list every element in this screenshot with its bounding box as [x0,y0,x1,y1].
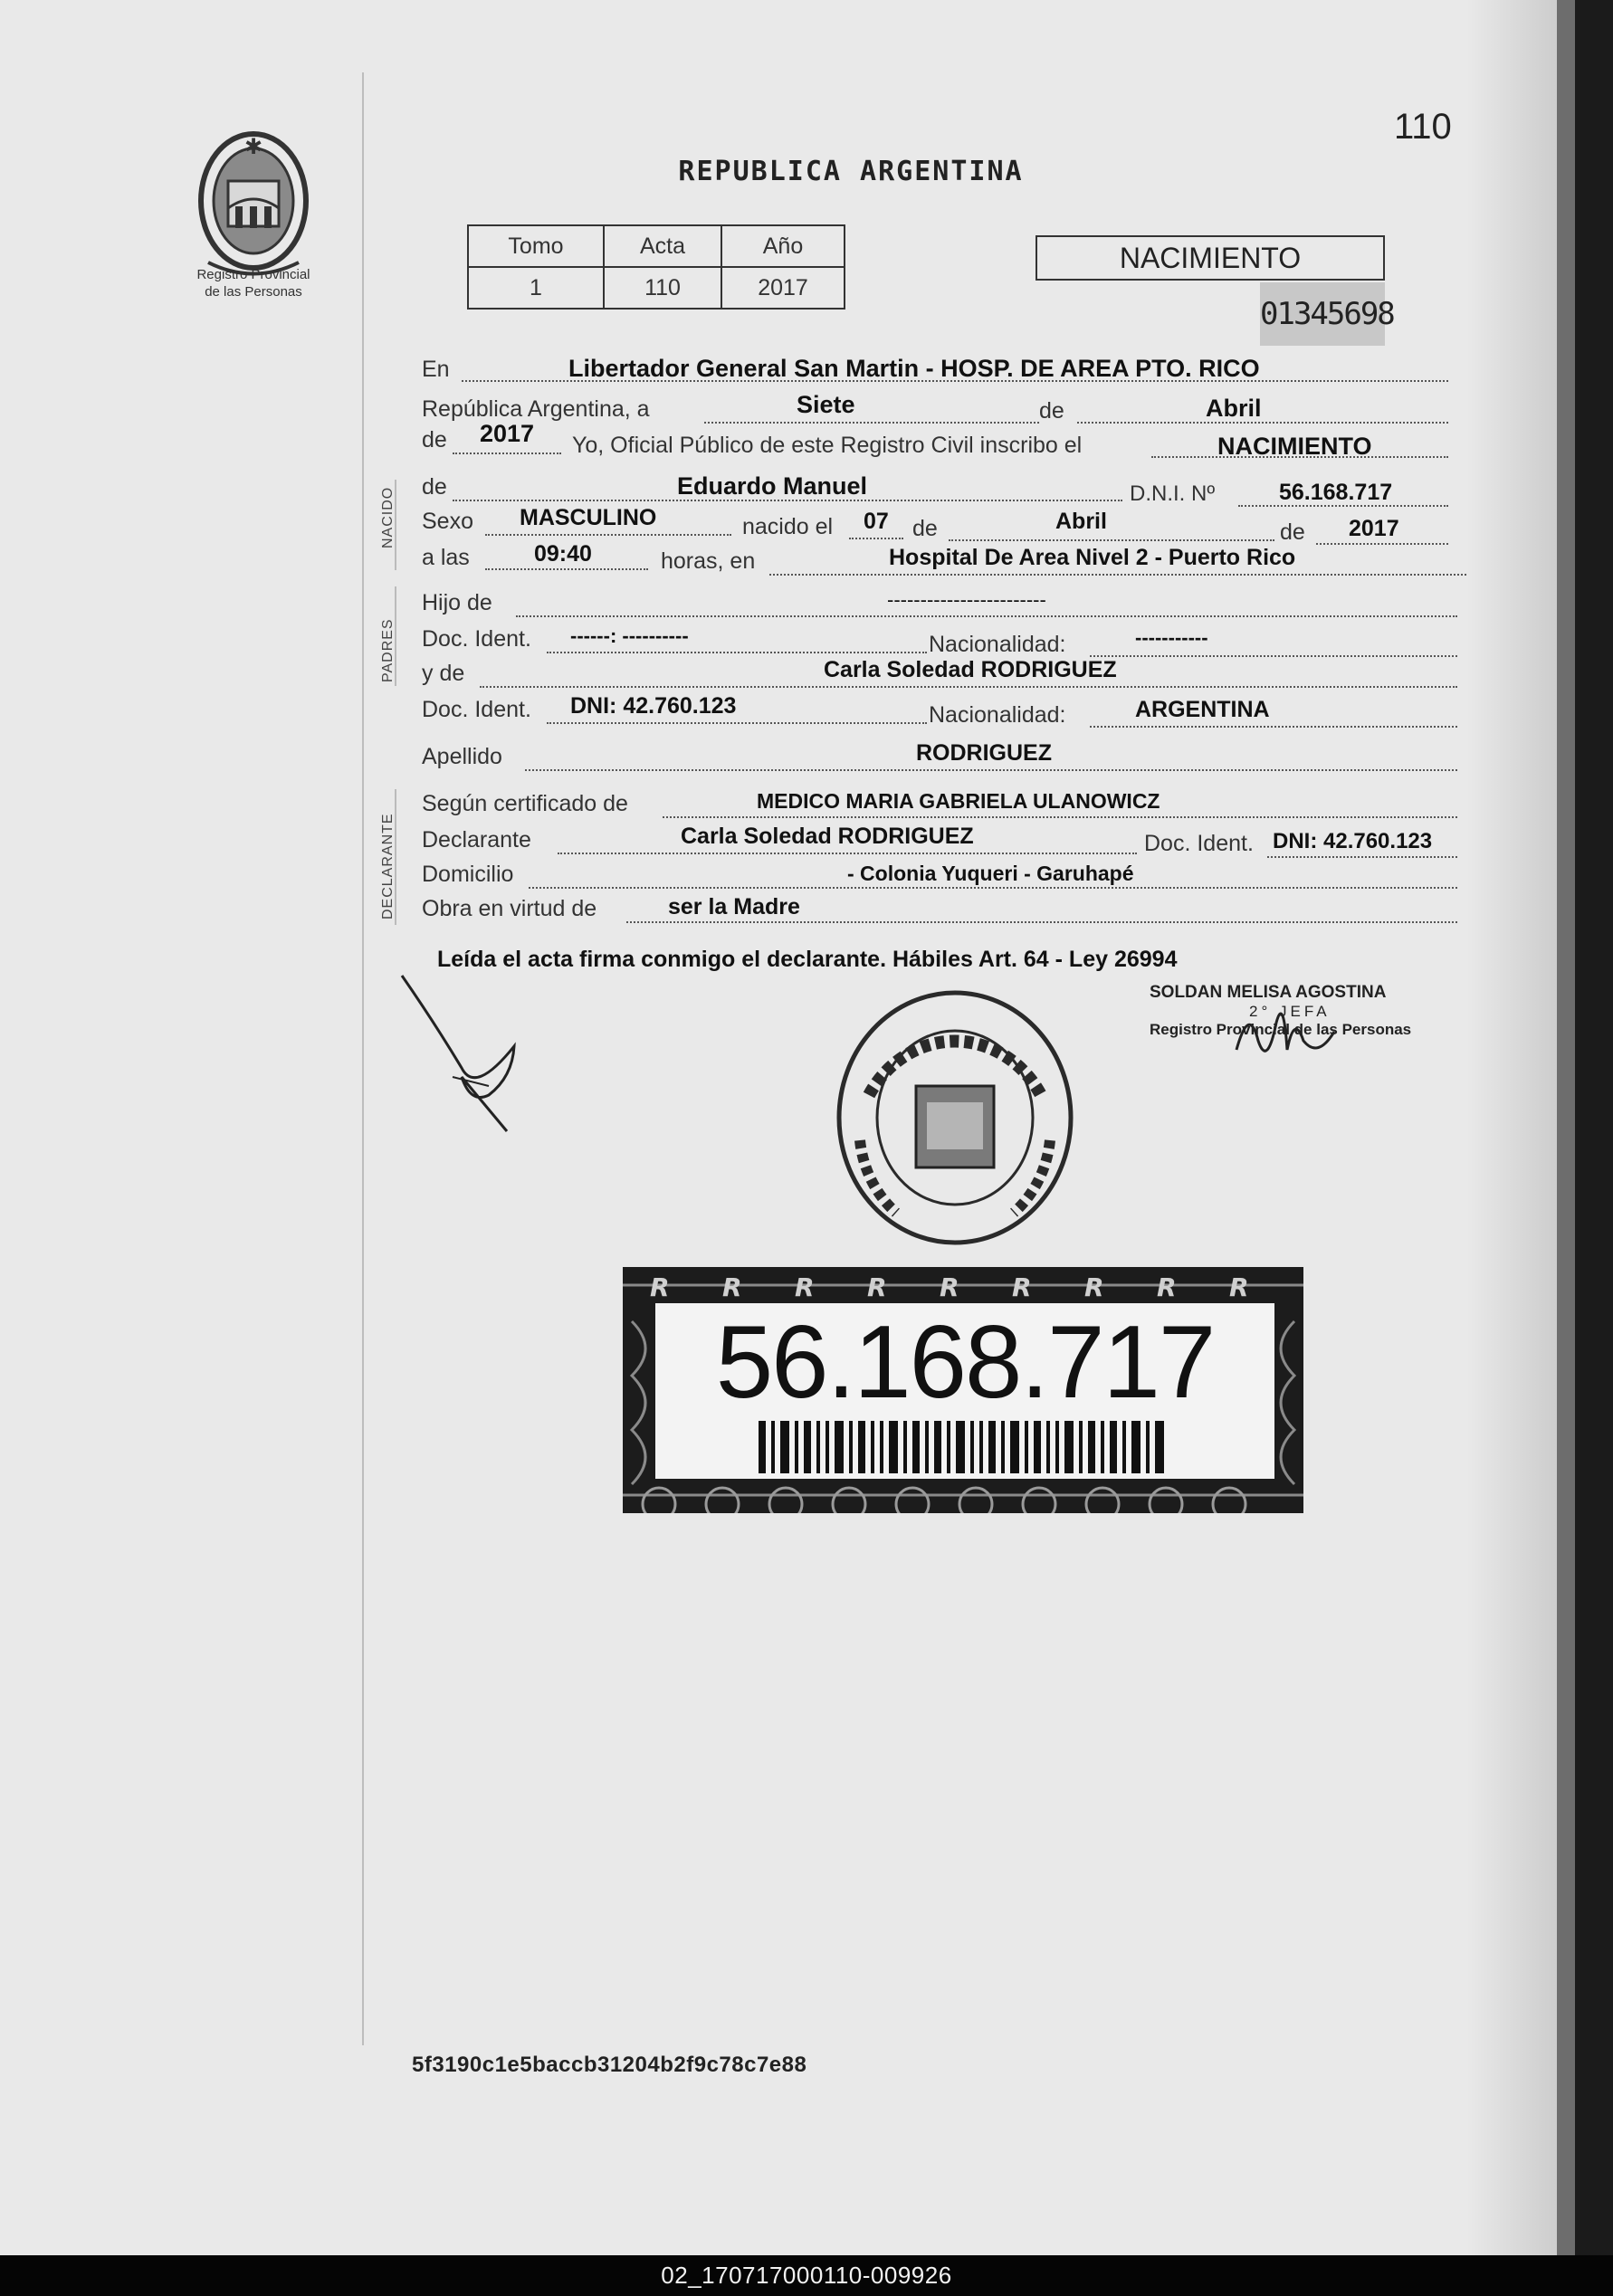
nacido-dni-label: D.N.I. Nº [1130,481,1216,506]
background-edge [1575,0,1613,2263]
republica-label: República Argentina, a [422,396,650,422]
svg-text:R: R [940,1272,959,1302]
nacido-section-label: NACIDO [380,486,396,548]
padres-section-label: PADRES [380,618,396,682]
barcode-label-inner [655,1303,1274,1479]
nacido-dni-value: 56.168.717 [1279,480,1393,505]
nac1-dotted-line [1090,655,1457,657]
closing-statement: Leída el acta firma conmigo el declarante. Hábiles Art. 64 - Ley 26994 [437,947,1178,972]
domicilio-value: - Colonia Yuqueri - Garuhapé [847,862,1134,885]
obra-value: ser la Madre [668,894,800,919]
header-tomo: Tomo [468,225,604,267]
father-value: ------------------------ [887,588,1046,611]
nacido-name-value: Eduardo Manuel [677,472,868,500]
en-label: En [422,357,450,382]
svg-text:R: R [795,1272,815,1302]
declarante-section-label: DECLARANTE [380,813,396,919]
month-value: Abril [1206,395,1262,422]
header-acta: Acta [604,225,721,267]
birth-month-dotted-line [949,539,1274,541]
page-title: REPUBLICA ARGENTINA [678,156,1024,187]
barcode-label [623,1267,1303,1513]
official-role: 2° JEFA [1249,1003,1331,1020]
year-label: de [422,427,447,453]
apellido-value: RODRIGUEZ [916,740,1052,766]
birth-month-value: Abril [1055,509,1107,534]
time-value: 09:40 [534,541,592,567]
birth-de1-label: de [912,516,938,541]
doc2-dotted-line [547,722,927,724]
serial-number: 01345698 [1260,282,1385,346]
official-office: Registro Provincial de las Personas [1150,1021,1412,1038]
sexo-dotted-line [485,534,731,536]
birth-year-value: 2017 [1349,516,1399,541]
folio-number: 110 [1394,107,1452,147]
value-acta: 110 [604,267,721,309]
father-dotted-line [516,615,1457,617]
cert-value: MEDICO MARIA GABRIELA ULANOWICZ [757,789,1160,813]
official-stamp [833,986,1077,1249]
nacido-el-label: nacido el [742,514,834,539]
declarante-doc-dotted-line [1267,856,1457,858]
svg-text:R: R [722,1272,742,1302]
official-signature [1231,996,1340,1068]
apellido-label: Apellido [422,744,502,769]
logo-caption [167,266,339,300]
de-label: de [1039,398,1064,424]
y-de-label: y de [422,661,465,686]
svg-text:R: R [650,1272,670,1302]
register-table [467,224,845,310]
doc2-label: Doc. Ident. [422,697,531,722]
register-header-row [468,225,845,267]
place-value: Hospital De Area Nivel 2 - Puerto Rico [889,545,1296,570]
sexo-value: MASCULINO [520,505,657,530]
obra-label: Obra en virtud de [422,896,597,921]
nac2-dotted-line [1090,726,1457,728]
horas-label: horas, en [661,548,756,574]
act-type-value: NACIMIENTO [1217,433,1372,460]
nac1-label: Nacionalidad: [929,632,1066,657]
province-seal-logo [181,118,326,290]
declarante-dotted-line [558,853,1137,854]
declarant-signature [398,968,534,1140]
birth-de2-label: de [1280,519,1305,545]
nac1-value: ----------- [1135,626,1208,649]
image-caption-bar [0,2255,1613,2296]
svg-text:R: R [1084,1272,1104,1302]
domicilio-dotted-line [529,887,1457,889]
mother-value: Carla Soledad RODRIGUEZ [824,657,1117,682]
image-caption: 02_170717000110-009926 [661,2262,952,2289]
birth-day-dotted-line [849,538,903,539]
svg-text:R: R [867,1272,887,1302]
sexo-label: Sexo [422,509,473,534]
birth-year-dotted-line [1316,543,1448,545]
header-ano: Año [721,225,845,267]
document-type-box: NACIMIENTO [1036,235,1385,281]
document-hash: 5f3190c1e5baccb31204b2f9c78c7e88 [412,2053,807,2077]
inscribo-text: Yo, Oficial Público de este Registro Civil inscribo el [572,433,1083,458]
declarante-label: Declarante [422,827,531,853]
sheet-shadow [1466,0,1557,2255]
cert-dotted-line [663,816,1457,818]
doc1-value: ------: ---------- [570,624,689,647]
nac2-label: Nacionalidad: [929,702,1066,728]
svg-text:R: R [1229,1272,1249,1302]
logo-caption-line2: de las Personas [205,284,302,300]
doc1-label: Doc. Ident. [422,626,531,652]
official-name: SOLDAN MELISA AGOSTINA [1150,983,1387,1002]
domicilio-label: Domicilio [422,862,514,887]
declarante-doc-label: Doc. Ident. [1144,831,1254,856]
mother-dotted-line [480,686,1457,688]
value-ano: 2017 [721,267,845,309]
en-value: Libertador General San Martin - HOSP. DE AREA PTO. RICO [568,355,1260,382]
declarante-doc-value: DNI: 42.760.123 [1273,829,1433,853]
a-las-label: a las [422,545,470,570]
declarante-value: Carla Soledad RODRIGUEZ [681,824,974,849]
doc2-value: DNI: 42.760.123 [570,693,737,719]
year-value: 2017 [480,420,535,447]
place-dotted-line [769,574,1466,576]
nacido-name-label: de [422,474,447,500]
svg-text:✱: ✱ [243,134,263,159]
barcode-number: 56.168.717 [715,1305,1215,1420]
year-dotted-line [453,453,561,454]
day-value: Siete [797,391,855,418]
day-dotted-line [704,422,1039,424]
month-dotted-line [1077,422,1448,424]
doc1-dotted-line [547,652,927,653]
margin-rule [362,72,364,2045]
time-dotted-line [485,568,648,570]
obra-dotted-line [626,921,1457,923]
hijo-label: Hijo de [422,590,492,615]
apellido-dotted-line [525,769,1457,771]
svg-text:R: R [1157,1272,1177,1302]
value-tomo: 1 [468,267,604,309]
nac2-value: ARGENTINA [1135,697,1270,722]
barcode-bars [759,1421,1164,1473]
logo-caption-line1: Registro Provincial [196,267,310,282]
register-value-row [468,267,845,309]
svg-text:R: R [1012,1272,1032,1302]
birth-day-value: 07 [864,509,889,534]
cert-label: Según certificado de [422,791,628,816]
